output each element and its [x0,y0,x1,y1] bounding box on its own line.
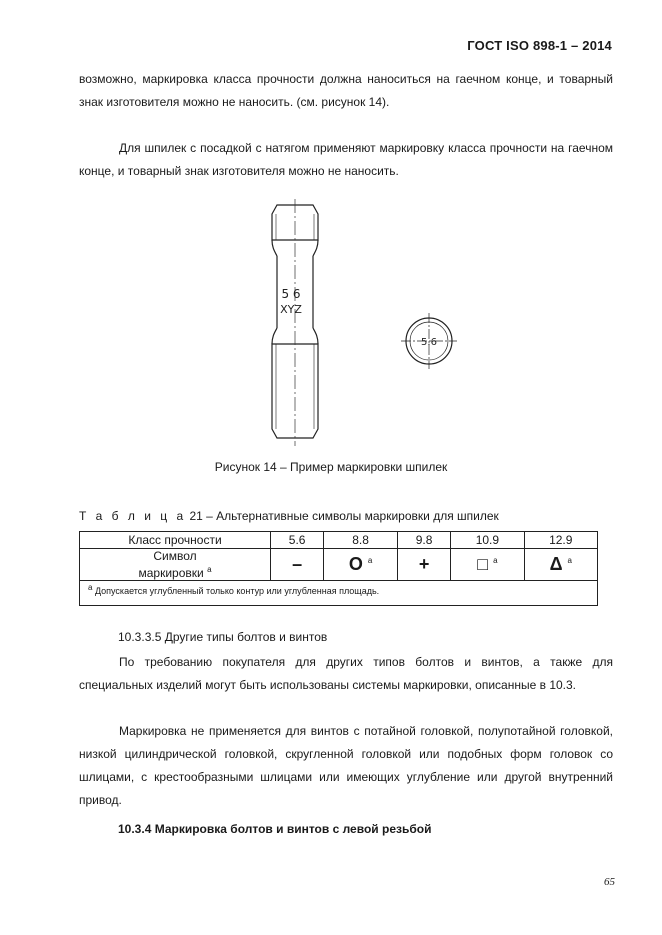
square-symbol: □ [477,554,489,574]
table-symbol-row [80,549,598,581]
table-header-row [80,532,598,549]
circle-symbol: O [348,554,363,574]
figure-caption: Рисунок 14 – Пример маркировки шпилек [214,460,448,474]
table-title-text: 21 – Альтернативные символы маркировки для шпилек [186,509,499,523]
table-footnote: $^a$ Допускается углубленный только контур или углубленная площадь. [80,581,598,606]
paragraph-other-bolts: По требованию покупателя для других типов болтов и винтов, а также для специальных изделий могут быть использованы системы маркировки, описанные в 10.3. [79,655,613,692]
class-cell: 9.8 [397,532,450,549]
symbol-cell [397,549,450,581]
symbol-label [80,549,271,581]
paragraph-continuation: возможно, маркировка класса прочности должна наноситься на гаечном конце, и товарный знак изготовителя можно не наносить. (см. рисунок 14). [79,72,613,109]
section-heading-10-3-4: 10.3.4 Маркировка болтов и винтов с левой резьбой [118,822,432,836]
symbol-cell [271,549,324,581]
symbol-label-sup: a [207,565,212,574]
page-number: 65 [604,876,615,888]
stud-marking-class: 5 6 [281,287,301,301]
table-21 [79,531,598,606]
stud-marking-trademark: XYZ [280,303,302,316]
table-title [79,509,499,523]
header-label: Класс прочности [80,532,271,549]
symbol-cell: Δ $^a$ [524,549,597,581]
symbol-cell: □ $^a$ [451,549,524,581]
symbol-label-line2: маркировки [138,566,204,580]
symbol-label-line1: Символ [153,549,197,563]
symbol-cell: O $^a$ [324,549,398,581]
class-cell: 8.8 [324,532,398,549]
section-heading-10-3-3-5: 10.3.3.5 Другие типы болтов и винтов [118,630,328,644]
dash-symbol: – [292,554,303,574]
class-cell: 12.9 [524,532,597,549]
class-cell: 5.6 [271,532,324,549]
table-title-prefix: Т а б л и ц а [79,509,187,523]
end-view-marking: 5.6 [421,337,437,348]
paragraph-no-marking: Маркировка не применяется для винтов с потайной головкой, полупотайной головкой, низкой цилиндрической головкой, скругленной головкой или подобных форм головок со шлицами, с крестообразными шлицами или имеющих углубление или другой внутренний привод. [79,724,613,807]
plus-symbol: + [418,554,430,574]
triangle-symbol: Δ [549,554,563,574]
figure-stud-drawing [0,0,662,460]
document-header: ГОСТ ISO 898-1 – 2014 [467,38,612,53]
table-footnote-row [80,581,598,606]
paragraph-interference-fit: Для шпилек с посадкой с натягом применяют маркировку класса прочности на гаечном конце, и товарный знак изготовителя можно не наносить. [79,141,613,178]
class-cell: 10.9 [451,532,524,549]
